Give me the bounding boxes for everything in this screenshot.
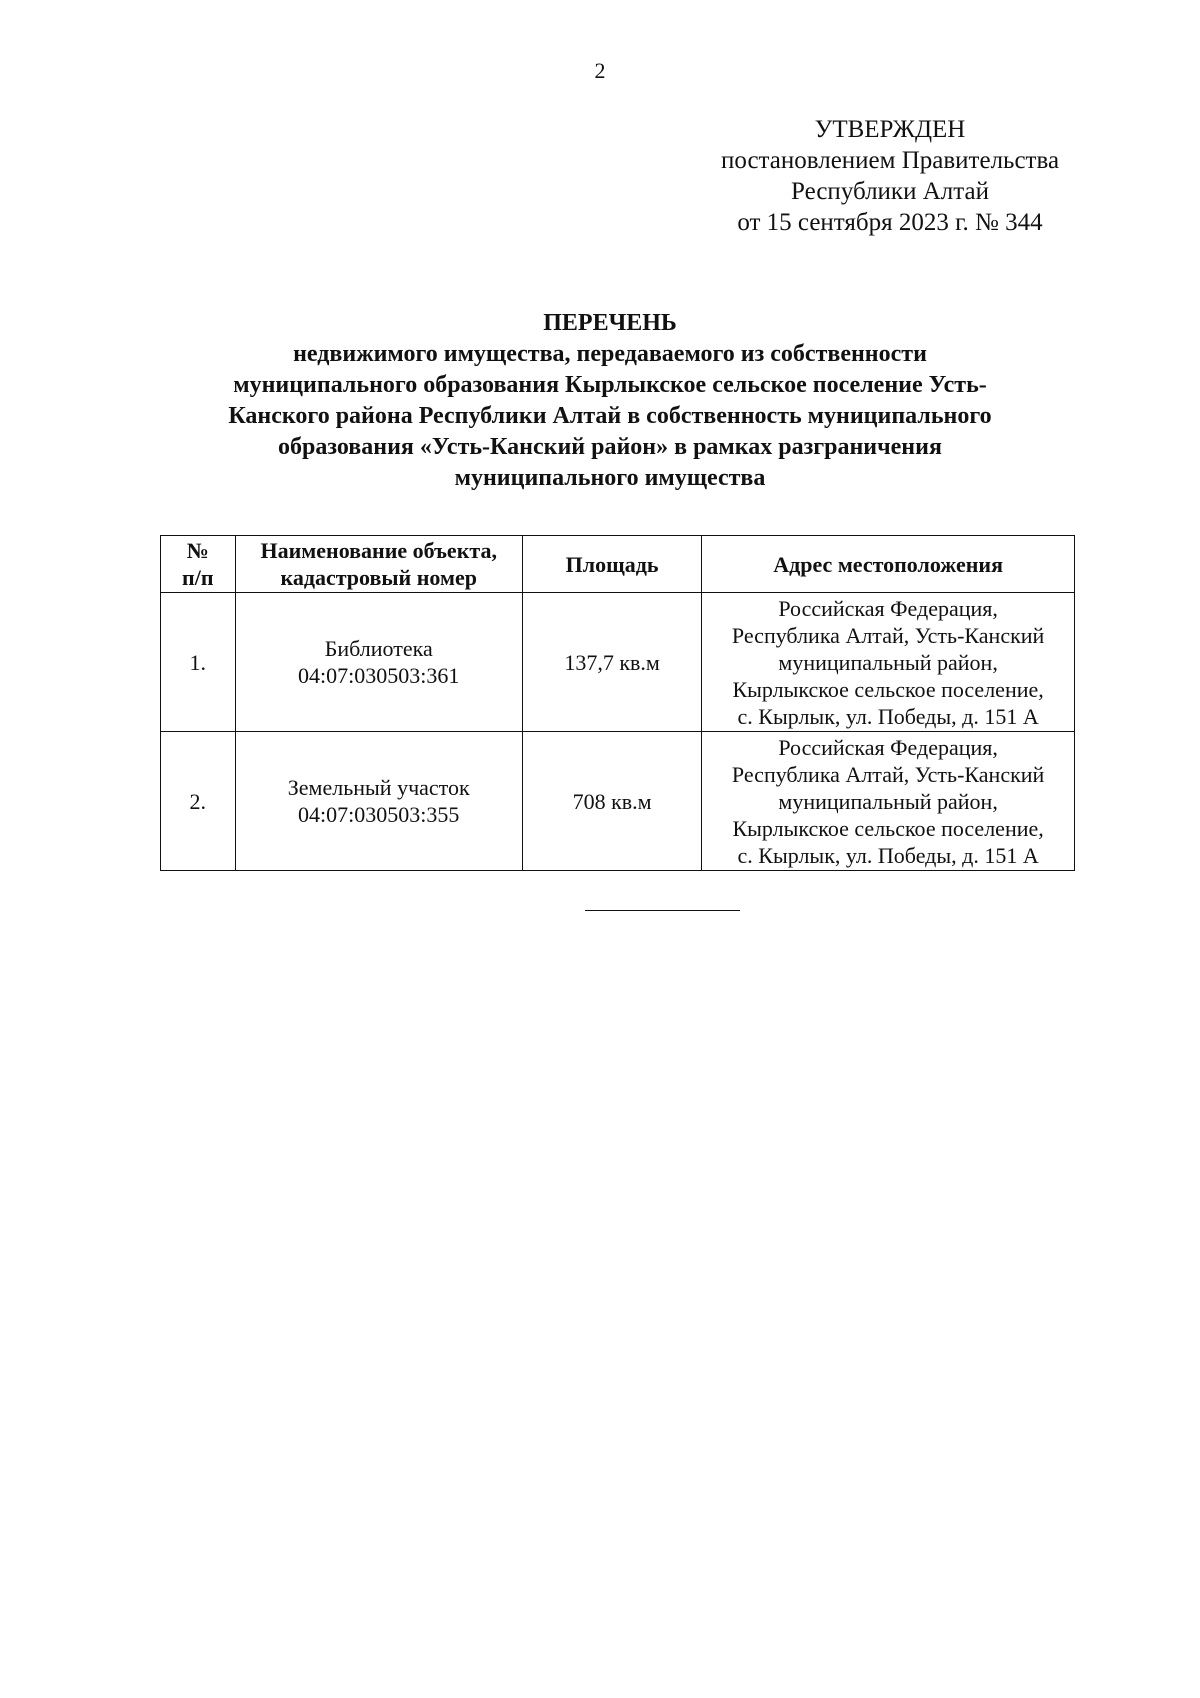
header-name	[235, 536, 522, 593]
address-line: муниципальный район,	[778, 788, 998, 814]
address-line: муниципальный район,	[778, 649, 998, 675]
row-address	[702, 593, 1075, 732]
table-header-row	[161, 536, 1075, 593]
header-name-line: Наименование объекта,	[260, 538, 497, 563]
row-name	[235, 593, 522, 732]
header-num-line: п/п	[182, 565, 214, 590]
address-line: с. Кырлык, ул. Победы, д. 151 А	[737, 703, 1039, 729]
header-num	[161, 536, 236, 593]
object-name: Библиотека	[324, 636, 433, 661]
title-heading: ПЕРЕЧЕНЬ	[543, 310, 677, 336]
object-name: Земельный участок	[287, 775, 470, 800]
row-area: 137,7 кв.м	[522, 593, 701, 732]
row-area: 708 кв.м	[522, 732, 701, 871]
title-line: муниципального образования Кырлыкское сельское поселение Усть-	[233, 372, 987, 398]
address-line: Кырлыкское сельское поселение,	[732, 815, 1044, 841]
row-address	[702, 732, 1075, 871]
row-name	[235, 732, 522, 871]
cadastral-number: 04:07:030503:361	[298, 663, 460, 688]
approval-heading: УТВЕРЖДЕН	[814, 116, 966, 143]
header-address: Адрес местоположения	[702, 536, 1075, 593]
approval-date-number: от 15 сентября 2023 г. № 344	[737, 209, 1043, 236]
title-line: Канского района Республики Алтай в собственность муниципального	[228, 403, 992, 429]
header-num-line: №	[186, 538, 209, 563]
address-line: Кырлыкское сельское поселение,	[732, 676, 1044, 702]
approval-issuer-line: постановлением Правительства	[720, 147, 1060, 174]
address-line: с. Кырлык, ул. Победы, д. 151 А	[737, 842, 1039, 868]
end-divider	[585, 910, 740, 911]
title-line: недвижимого имущества, передаваемого из собственности	[293, 341, 927, 367]
row-num: 1.	[161, 593, 236, 732]
page-number: 2	[594, 58, 606, 83]
address-line: Республика Алтай, Усть-Канский	[731, 622, 1045, 648]
table-row	[161, 593, 1075, 732]
row-num: 2.	[161, 732, 236, 871]
approval-issuer-line: Республики Алтай	[791, 178, 989, 205]
header-area: Площадь	[522, 536, 701, 593]
address-line: Российская Федерация,	[778, 734, 998, 760]
approval-stamp	[660, 114, 1120, 238]
cadastral-number: 04:07:030503:355	[298, 802, 460, 827]
address-line: Российская Федерация,	[778, 595, 998, 621]
title-line: муниципального имущества	[454, 465, 766, 491]
title-line: образования «Усть-Канский район» в рамках разграничения	[278, 434, 942, 460]
property-table	[160, 535, 1075, 871]
document-title	[150, 308, 1070, 494]
table-row	[161, 732, 1075, 871]
address-line: Республика Алтай, Усть-Канский	[731, 761, 1045, 787]
header-name-line: кадастровый номер	[280, 565, 477, 590]
